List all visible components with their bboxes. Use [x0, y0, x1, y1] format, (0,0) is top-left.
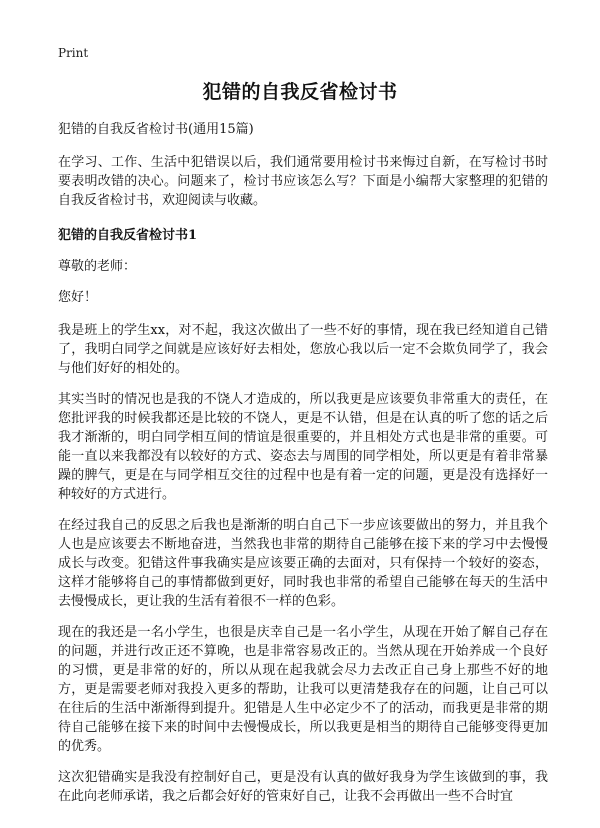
document-subtitle: 犯错的自我反省检讨书(通用15篇): [58, 122, 254, 137]
document-body: [58, 120, 548, 818]
page-title: 犯错的自我反省检讨书: [202, 81, 398, 103]
body-paragraph-3: 在经过我自己的反思之后我也是渐渐的明白自己下一步应该要做出的努力，并且我个人也是应该要去不断地奋进，当然我也非常的期待自己能够在接下来的学习中去慢慢成长与改变。犯错这件事我确实是应该要正确的去面对，只有保持一个较好的姿态，这样才能够将自己的事情都做到更好，同时我也非常的希望自己能够在每天的生活中去慢慢成长，更让我的生活有着很不一样的色彩。: [58, 518, 548, 609]
body-paragraph-2: 其实当时的情况也是我的不饶人才造成的，所以我更是应该要负非常重大的责任，在您批评我的时候我都还是比较的不饶人，更是不认错，但是在认真的听了您的话之后我才渐渐的，明白同学相互间的情谊是很重要的，并且相处方式也是非常的重要。可能一直以来我都没有以较好的方式、姿态去与周围的同学相处，所以更是有着非常暴躁的脾气，更是在与同学相互交往的过程中也是有着一定的问题，更是没有选择好一种较好的方式进行。: [58, 392, 548, 502]
body-paragraph-5: 这次犯错确实是我没有控制好自己，更是没有认真的做好我身为学生该做到的事，我在此向老师承诺，我之后都会好好的管束好自己，让我不会再做出一些不合时宜: [58, 770, 548, 804]
section-heading: 犯错的自我反省检讨书1: [58, 228, 198, 243]
greeting: 您好！: [58, 290, 98, 305]
body-paragraph-1: 我是班上的学生xx，对不起，我这次做出了一些不好的事情，现在我已经知道自己错了，我明白同学之间就是应该好好去相处，您放心我以后一定不会欺负同学了，我会与他们好好的相处的。: [58, 323, 548, 376]
print-label: Print: [58, 46, 89, 60]
intro-paragraph: 在学习、工作、生活中犯错误以后，我们通常要用检讨书来悔过自新，在写检讨书时要表明改错的决心。问题来了，检讨书应该怎么写？下面是小编帮大家整理的犯错的自我反省检讨书，欢迎阅读与收藏。: [58, 155, 548, 208]
body-paragraph-4: 现在的我还是一名小学生，也很是庆幸自己是一名小学生，从现在开始了解自己存在的问题，并进行改正还不算晚，也是非常容易改正的。当然从现在开始养成一个良好的习惯，更是非常的好的，所以从现在起我就会尽力去改正自己身上那些不好的地方，更是需要老师对我投入更多的帮助，让我可以更清楚我存在的问题，让自己可以在往后的生活中渐渐得到提升。犯错是人生中必定少不了的活动，而我更是非常的期待自己能够在接下来的时间中去慢慢成长，所以我更是相当的期待自己能够变得更加的优秀。: [58, 625, 548, 754]
salutation: 尊敬的老师：: [58, 259, 137, 274]
